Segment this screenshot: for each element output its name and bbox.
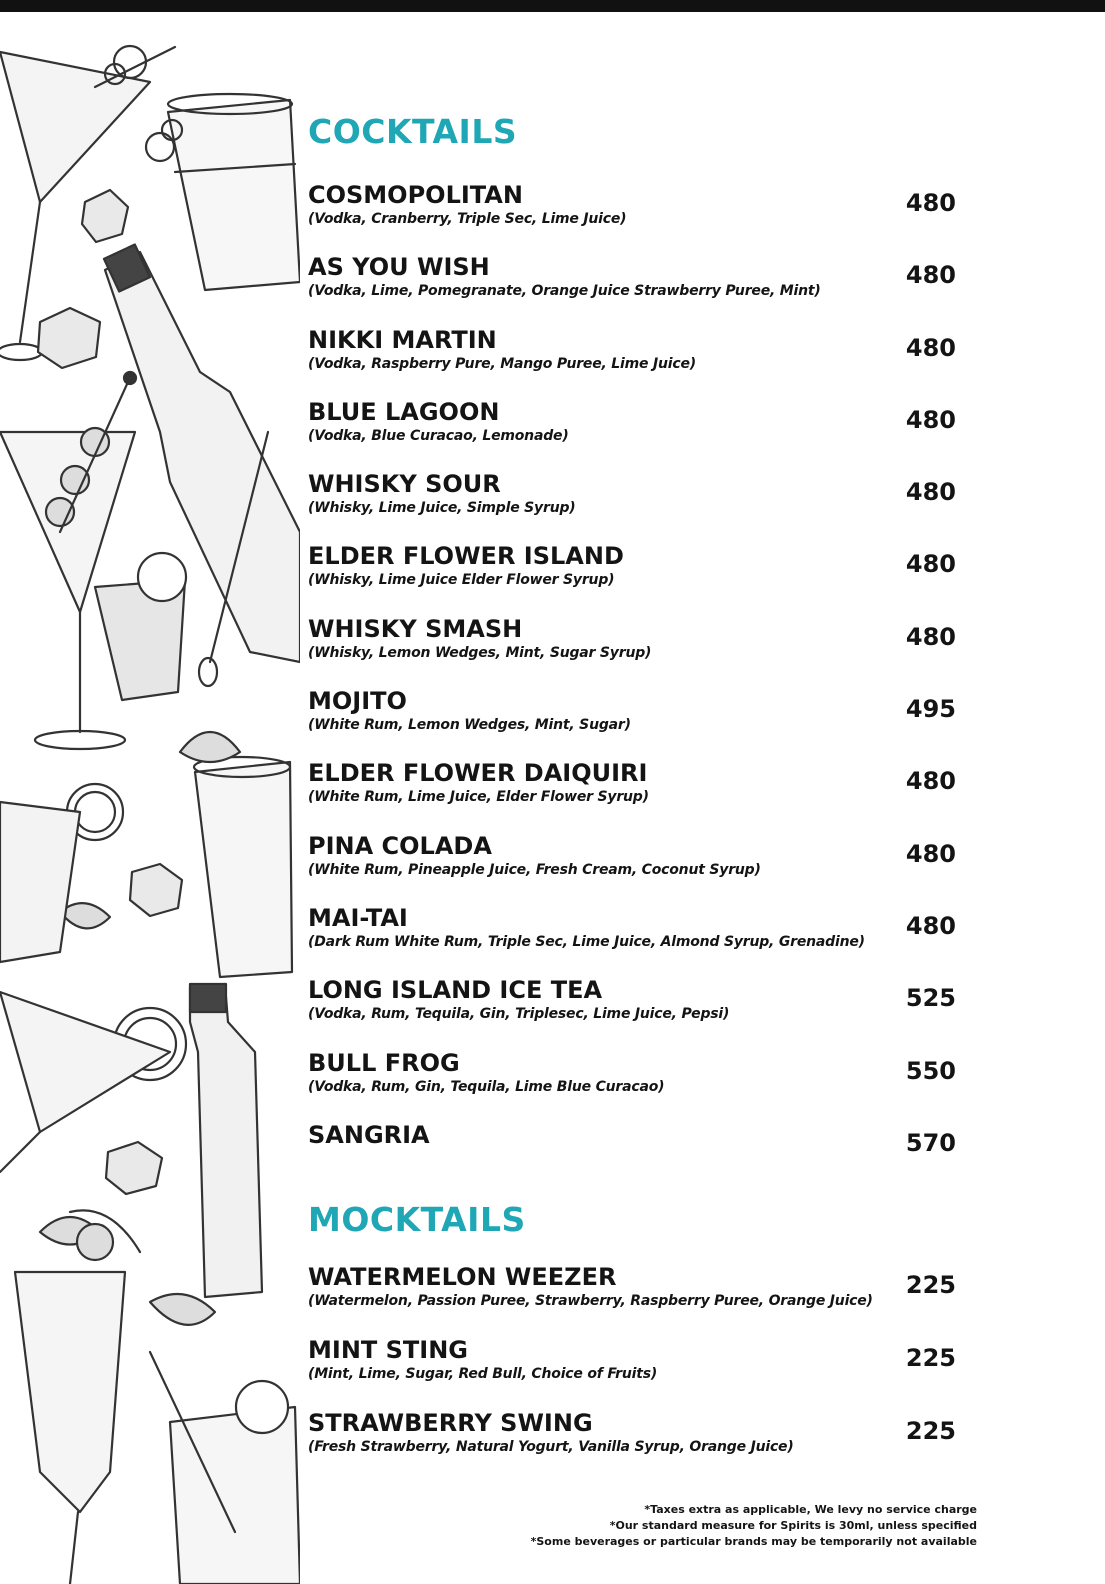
mocktails-list [308,1262,956,1481]
item-price: 225 [905,1417,956,1445]
item-name: COSMOPOLITAN [308,181,523,209]
item-price: 480 [905,911,956,940]
menu-item [308,541,956,613]
menu-item [308,252,956,324]
item-name: WHISKY SMASH [308,614,523,643]
item-price: 480 [905,478,956,507]
item-description: (Watermelon, Passion Puree, Strawberry, Raspberry Puree, Orange Juice) [308,1293,873,1309]
menu-item [308,686,956,758]
item-name: WHISKY SOUR [308,470,501,499]
item-name: BULL FROG [308,1048,460,1077]
item-price: 525 [905,984,956,1013]
footnote-measure: *Our standard measure for Spirits is 30ml, unless specified [609,1519,977,1532]
item-price: 480 [905,622,956,651]
menu-item [308,1408,956,1481]
liquor-bottle-icon [190,984,262,1297]
item-price: 480 [905,333,956,362]
item-description: (Mint, Lime, Sugar, Red Bull, Choice of Fruits) [308,1366,658,1382]
item-description: (Whisky, Lime Juice Elder Flower Syrup) [308,572,615,589]
menu-item [308,1262,956,1335]
item-name: SANGRIA [308,1120,430,1149]
item-description: (Vodka, Raspberry Pure, Mango Puree, Lime Juice) [308,355,696,372]
item-name: AS YOU WISH [308,253,490,282]
item-description: (White Rum, Lemon Wedges, Mint, Sugar) [308,717,631,734]
item-price: 480 [905,405,956,434]
item-description: (Fresh Strawberry, Natural Yogurt, Vanilla Syrup, Orange Juice) [308,1439,794,1455]
item-description: (Vodka, Lime, Pomegranate, Orange Juice Strawberry Puree, Mint) [308,283,821,300]
item-name: STRAWBERRY SWING [308,1409,593,1437]
item-price: 550 [905,1056,956,1085]
item-price: 480 [905,261,956,290]
item-name: PINA COLADA [308,831,492,860]
menu-item [308,325,956,397]
item-description: (Vodka, Rum, Tequila, Gin, Triplesec, Lime Juice, Pepsi) [308,1006,730,1023]
old-fashioned-glass-icon [146,94,300,290]
menu-item [308,831,956,903]
menu-item [308,1335,956,1408]
item-name: MOJITO [308,687,407,716]
item-description: (White Rum, Lime Juice, Elder Flower Syrup) [308,789,649,806]
mojito-glass-icon [194,757,292,977]
menu-item [308,1048,956,1120]
footnotes [531,1502,977,1550]
item-name: ELDER FLOWER ISLAND [308,542,624,571]
item-name: ELDER FLOWER DAIQUIRI [308,759,648,788]
section-title-mocktails: MOCKTAILS [308,1200,526,1239]
item-name: MINT STING [308,1336,468,1364]
item-name: BLUE LAGOON [308,397,500,426]
item-description: (Vodka, Blue Curacao, Lemonade) [308,427,569,444]
item-price: 480 [905,189,956,217]
item-name: WATERMELON WEEZER [308,1263,617,1291]
champagne-flute-icon [15,1210,140,1584]
item-price: 480 [905,839,956,868]
cocktails-list [308,180,956,1192]
item-price: 225 [905,1344,956,1372]
item-description: (White Rum, Pineapple Juice, Fresh Cream, Coconut Syrup) [308,861,761,878]
item-price: 480 [905,767,956,796]
menu-item [308,975,956,1047]
item-name: MAI-TAI [308,903,408,932]
menu-item [308,180,956,252]
highball-glass-icon [150,1352,300,1584]
section-title-cocktails: COCKTAILS [308,112,518,151]
item-price: 570 [905,1128,956,1157]
cocktail-illustration [0,12,300,1584]
olive-martini-icon [0,372,136,749]
footnote-taxes: *Taxes extra as applicable, We levy no service charge [644,1503,977,1516]
item-description: (Whisky, Lime Juice, Simple Syrup) [308,500,576,517]
menu-item [308,758,956,830]
item-description: (Whisky, Lemon Wedges, Mint, Sugar Syrup) [308,644,652,661]
item-description: (Vodka, Cranberry, Triple Sec, Lime Juice) [308,211,627,227]
item-price: 480 [905,550,956,579]
item-name: NIKKI MARTIN [308,325,497,354]
item-price: 495 [905,695,956,724]
item-description: (Dark Rum White Rum, Triple Sec, Lime Juice, Almond Syrup, Grenadine) [308,933,865,950]
top-border [0,0,1105,12]
menu-item [308,1120,956,1192]
footnote-availability: *Some beverages or particular brands may be temporarily not available [530,1535,977,1548]
menu-item [308,469,956,541]
menu-item [308,614,956,686]
item-price: 225 [905,1271,956,1299]
item-name: LONG ISLAND ICE TEA [308,976,603,1005]
menu-item [308,397,956,469]
menu-item [308,903,956,975]
item-description: (Vodka, Rum, Gin, Tequila, Lime Blue Curacao) [308,1078,665,1095]
shot-glass-icon [95,553,186,700]
